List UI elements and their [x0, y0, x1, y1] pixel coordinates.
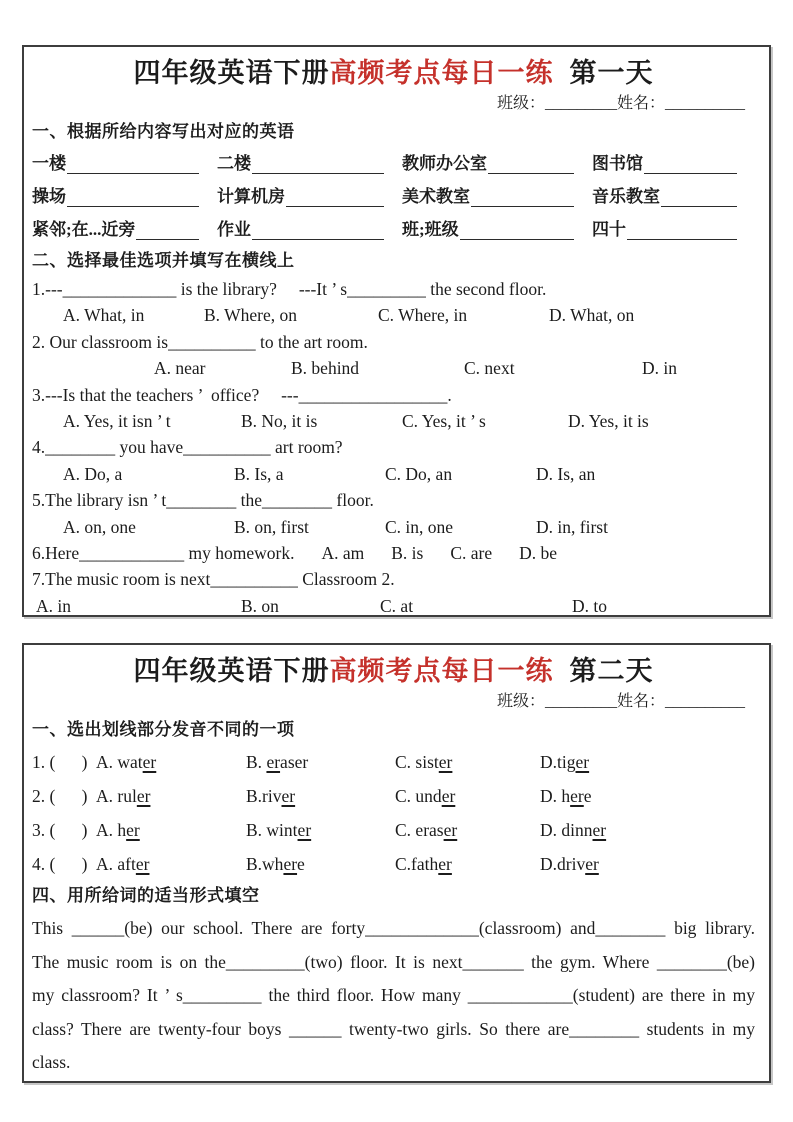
- day1-meta-line: [32, 91, 755, 117]
- title-day-label: 第一天: [569, 58, 654, 88]
- option: D.driver: [540, 854, 599, 874]
- option: D. dinner: [540, 820, 607, 840]
- question-stem: 2. Our classroom is__________ to the art room.: [32, 331, 368, 352]
- cloze-paragraph: This ______(be) our school. There are forty_____________(classroom) and________ big library. The music room is on the_________(two) floor. It is next_______ the gym. Where ________(be) my classroom? It ’ s_________ the third floor. How many ____________(student) are there in my class? There are twenty-four boys ______ twenty-two girls. So there are________ students in my class.: [32, 918, 755, 1072]
- class-blank: _________: [544, 693, 617, 710]
- phonics-question: [32, 779, 755, 813]
- option: D. here: [540, 786, 592, 806]
- day2-section1-heading: 一、选出划线部分发音不同的一项: [32, 720, 295, 739]
- vocab-item: [217, 213, 402, 246]
- day1-section1-heading: 一、根据所给内容写出对应的英语: [32, 122, 295, 141]
- option: A. in: [36, 595, 71, 616]
- options-row: [32, 461, 755, 487]
- option: A. Yes, it isn ’ t: [63, 411, 171, 432]
- day2-title: [32, 653, 755, 689]
- option: D.tiger: [540, 752, 590, 772]
- mcq-list: [32, 276, 755, 617]
- option: A. near: [154, 358, 206, 379]
- question-stem: 6.Here____________ my homework. A. am B. is C. are D. be: [32, 543, 558, 564]
- class-label: 班级：: [496, 95, 545, 112]
- question-stem: 3.---Is that the teachers ’ office? ---_________________.: [32, 384, 452, 405]
- option: A. after: [96, 854, 150, 874]
- question-number: 2. ( ): [32, 786, 88, 806]
- option: A. Do, a: [63, 463, 123, 484]
- question-stem: 5.The library isn ’ t________ the________ floor.: [32, 490, 374, 511]
- option: C.father: [395, 854, 452, 874]
- option: A. am: [321, 543, 365, 564]
- phonics-list: [32, 745, 755, 881]
- day1-section2-heading: 二、选择最佳选项并填写在横线上: [32, 251, 295, 270]
- vocab-item: [402, 147, 592, 180]
- answer-blank: [67, 173, 199, 174]
- title-highlight: 高频考点每日一练: [329, 656, 554, 686]
- class-blank: _________: [544, 95, 617, 112]
- phonics-question: [32, 813, 755, 847]
- vocab-term: 紧邻;在...近旁: [32, 220, 136, 239]
- option: D. in, first: [536, 516, 608, 537]
- vocab-row: [32, 180, 755, 213]
- class-label: 班级：: [496, 693, 545, 710]
- answer-blank: [460, 239, 574, 240]
- vocab-grid: [32, 147, 755, 246]
- option: D. Yes, it is: [568, 411, 649, 432]
- vocab-term: 教师办公室: [402, 154, 487, 173]
- vocab-row: [32, 147, 755, 180]
- name-blank: __________: [665, 693, 745, 710]
- phonics-question: [32, 847, 755, 881]
- option: C. Yes, it ’ s: [402, 411, 486, 432]
- option: D. be: [519, 543, 558, 564]
- option: C. eraser: [395, 820, 458, 840]
- options-row: [32, 408, 755, 434]
- option: A. ruler: [96, 786, 151, 806]
- option: A. her: [96, 820, 140, 840]
- vocab-term: 作业: [217, 220, 251, 239]
- vocab-term: 音乐教室: [592, 187, 660, 206]
- option: B. behind: [291, 358, 360, 379]
- option: C. are: [450, 543, 493, 564]
- vocab-row: [32, 213, 755, 246]
- vocab-item: [32, 147, 217, 180]
- option: D. What, on: [549, 305, 635, 326]
- question-stem: 4.________ you have__________ art room?: [32, 437, 343, 458]
- vocab-term: 图书馆: [592, 154, 643, 173]
- vocab-term: 一楼: [32, 154, 66, 173]
- option: B. is: [391, 543, 424, 564]
- question-number: 4. ( ): [32, 854, 88, 874]
- vocab-item: [32, 213, 217, 246]
- name-label: 姓名：: [616, 693, 665, 710]
- vocab-item: [32, 180, 217, 213]
- option: B. eraser: [246, 752, 309, 772]
- option: C. next: [464, 358, 515, 379]
- options-row: [32, 514, 755, 540]
- option: C. sister: [395, 752, 453, 772]
- vocab-item: [217, 180, 402, 213]
- option: D. to: [572, 595, 607, 616]
- option: B.river: [246, 786, 296, 806]
- answer-blank: [67, 206, 199, 207]
- answer-blank: [644, 173, 737, 174]
- vocab-term: 四十: [592, 220, 626, 239]
- option: B. No, it is: [241, 411, 318, 432]
- title-text: 四年级英语下册: [133, 656, 330, 686]
- day2-section4-heading: 四、用所给词的适当形式填空: [32, 886, 260, 905]
- option: B. on: [241, 595, 279, 616]
- vocab-item: [217, 147, 402, 180]
- day1-sheet: [22, 45, 771, 617]
- option: C. Do, an: [385, 463, 453, 484]
- vocab-item: [592, 180, 755, 213]
- option: B.where: [246, 854, 305, 874]
- day2-sheet: [22, 643, 771, 1083]
- option: B. Where, on: [204, 305, 297, 326]
- vocab-item: [592, 147, 755, 180]
- question-number: 1. ( ): [32, 752, 88, 772]
- answer-blank: [661, 206, 737, 207]
- answer-blank: [136, 239, 199, 240]
- question-number: 3. ( ): [32, 820, 88, 840]
- option: B. on, first: [234, 516, 309, 537]
- option: A. water: [96, 752, 157, 772]
- vocab-item: [592, 213, 755, 246]
- day2-meta-line: [32, 689, 755, 715]
- vocab-term: 操场: [32, 187, 66, 206]
- vocab-term: 美术教室: [402, 187, 470, 206]
- answer-blank: [488, 173, 574, 174]
- option: B. Is, a: [234, 463, 284, 484]
- name-blank: __________: [665, 95, 745, 112]
- option: C. Where, in: [378, 305, 468, 326]
- vocab-term: 二楼: [217, 154, 251, 173]
- title-highlight: 高频考点每日一练: [329, 58, 554, 88]
- options-row: [32, 302, 755, 328]
- question-stem: 1.---_____________ is the library? ---It ’ s_________ the second floor.: [32, 279, 547, 299]
- options-row: [32, 593, 755, 617]
- option: A. What, in: [63, 305, 145, 326]
- option: A. on, one: [63, 516, 136, 537]
- option: D. in: [642, 358, 677, 379]
- answer-blank: [627, 239, 737, 240]
- phonics-question: [32, 745, 755, 779]
- title-text: 四年级英语下册: [133, 58, 330, 88]
- day1-title: [32, 55, 755, 91]
- answer-blank: [252, 239, 384, 240]
- name-label: 姓名：: [616, 95, 665, 112]
- question-stem: 7.The music room is next__________ Classroom 2.: [32, 569, 395, 590]
- answer-blank: [286, 206, 384, 207]
- option: C. under: [395, 786, 456, 806]
- option: C. at: [380, 595, 414, 616]
- title-day-label: 第二天: [569, 656, 654, 686]
- option: D. Is, an: [536, 463, 596, 484]
- vocab-term: 班;班级: [402, 220, 459, 239]
- options-row: [32, 355, 755, 381]
- option: C. in, one: [385, 516, 454, 537]
- option: B. winter: [246, 820, 312, 840]
- answer-blank: [471, 206, 574, 207]
- answer-blank: [252, 173, 384, 174]
- vocab-item: [402, 213, 592, 246]
- vocab-term: 计算机房: [217, 187, 285, 206]
- vocab-item: [402, 180, 592, 213]
